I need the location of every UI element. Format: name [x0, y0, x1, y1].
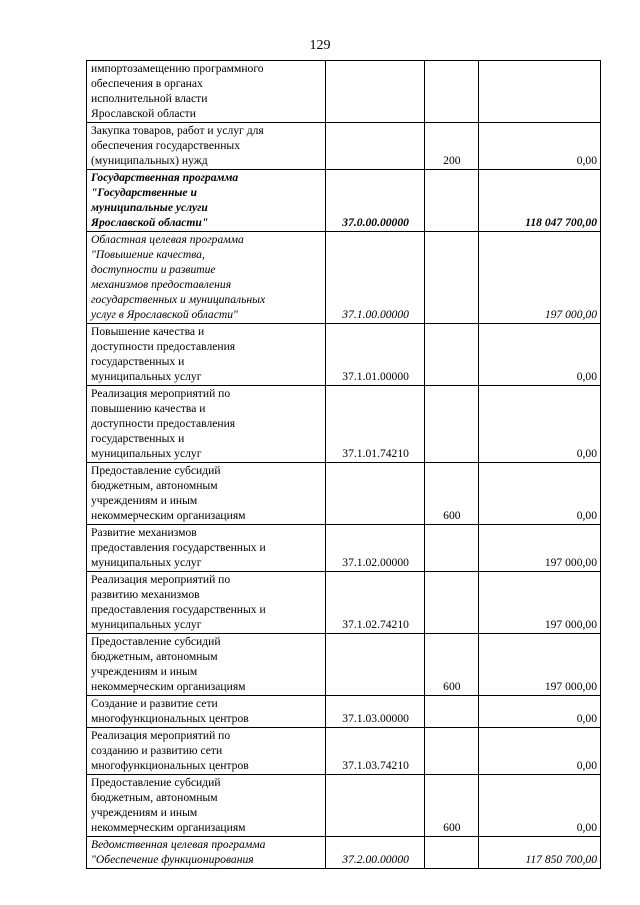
- row-expense-type-cell: 200: [424, 123, 478, 170]
- row-expense-type-cell: 600: [424, 463, 478, 525]
- row-amount-cell: 117 850 700,00: [478, 837, 600, 869]
- table-row: [87, 837, 601, 869]
- row-name-cell: Предоставление субсидий бюджетным, автономным учреждениям и иным некоммерческим организациям: [87, 775, 326, 837]
- row-code-cell: 37.1.03.74210: [326, 728, 424, 775]
- row-name-cell: Предоставление субсидий бюджетным, автономным учреждениям и иным некоммерческим организациям: [87, 634, 326, 696]
- table-row: [87, 634, 601, 696]
- table-row: [87, 386, 601, 463]
- row-code-cell: 37.2.00.00000: [326, 837, 424, 869]
- row-amount-cell: 0,00: [478, 775, 600, 837]
- row-name-cell: Повышение качества и доступности предоставления государственных и муниципальных услуг: [87, 324, 326, 386]
- row-expense-type-cell: 600: [424, 775, 478, 837]
- row-amount-cell: [478, 61, 600, 123]
- row-amount-cell: 0,00: [478, 386, 600, 463]
- row-code-cell: 37.1.02.00000: [326, 525, 424, 572]
- row-expense-type-cell: [424, 696, 478, 728]
- row-code-cell: 37.1.00.00000: [326, 232, 424, 324]
- row-expense-type-cell: [424, 324, 478, 386]
- row-code-cell: 37.0.00.00000: [326, 170, 424, 232]
- row-code-cell: 37.1.01.74210: [326, 386, 424, 463]
- row-name-cell: импортозамещению программного обеспечения в органах исполнительной власти Ярославской области: [87, 61, 326, 123]
- row-expense-type-cell: [424, 525, 478, 572]
- table-row: [87, 775, 601, 837]
- budget-table: [86, 60, 601, 869]
- row-amount-cell: 0,00: [478, 123, 600, 170]
- table-row: [87, 123, 601, 170]
- row-amount-cell: 0,00: [478, 696, 600, 728]
- row-code-cell: 37.1.02.74210: [326, 572, 424, 634]
- row-name-cell: Реализация мероприятий по повышению качества и доступности предоставления государственных и муниципальных услуг: [87, 386, 326, 463]
- row-name-cell: Предоставление субсидий бюджетным, автономным учреждениям и иным некоммерческим организациям: [87, 463, 326, 525]
- row-name-cell: Закупка товаров, работ и услуг для обеспечения государственных (муниципальных) нужд: [87, 123, 326, 170]
- row-amount-cell: 197 000,00: [478, 232, 600, 324]
- table-row: [87, 463, 601, 525]
- row-name-cell: Ведомственная целевая программа "Обеспечение функционирования: [87, 837, 326, 869]
- row-expense-type-cell: [424, 61, 478, 123]
- row-code-cell: 37.1.01.00000: [326, 324, 424, 386]
- row-name-cell: Областная целевая программа "Повышение качества, доступности и развитие механизмов предоставления государственных и муниципальных услуг в Ярославской области": [87, 232, 326, 324]
- table-row: [87, 572, 601, 634]
- table-row: [87, 696, 601, 728]
- row-name-cell: Государственная программа "Государственные и муниципальные услуги Ярославской области": [87, 170, 326, 232]
- row-amount-cell: 197 000,00: [478, 525, 600, 572]
- row-expense-type-cell: [424, 837, 478, 869]
- page-number: 129: [309, 38, 331, 53]
- row-amount-cell: 0,00: [478, 324, 600, 386]
- row-amount-cell: 197 000,00: [478, 572, 600, 634]
- row-amount-cell: 0,00: [478, 728, 600, 775]
- row-code-cell: [326, 61, 424, 123]
- row-expense-type-cell: [424, 386, 478, 463]
- table-row: [87, 170, 601, 232]
- row-amount-cell: 0,00: [478, 463, 600, 525]
- row-expense-type-cell: [424, 728, 478, 775]
- row-code-cell: [326, 634, 424, 696]
- row-code-cell: [326, 775, 424, 837]
- row-expense-type-cell: 600: [424, 634, 478, 696]
- budget-table-body: [87, 61, 601, 869]
- row-amount-cell: 197 000,00: [478, 634, 600, 696]
- row-name-cell: Создание и развитие сети многофункциональных центров: [87, 696, 326, 728]
- row-expense-type-cell: [424, 232, 478, 324]
- table-row: [87, 324, 601, 386]
- table-row: [87, 525, 601, 572]
- row-name-cell: Реализация мероприятий по созданию и развитию сети многофункциональных центров: [87, 728, 326, 775]
- row-name-cell: Реализация мероприятий по развитию механизмов предоставления государственных и муниципальных услуг: [87, 572, 326, 634]
- row-code-cell: [326, 123, 424, 170]
- row-expense-type-cell: [424, 572, 478, 634]
- row-code-cell: 37.1.03.00000: [326, 696, 424, 728]
- table-row: [87, 61, 601, 123]
- row-name-cell: Развитие механизмов предоставления государственных и муниципальных услуг: [87, 525, 326, 572]
- table-row: [87, 232, 601, 324]
- row-expense-type-cell: [424, 170, 478, 232]
- row-code-cell: [326, 463, 424, 525]
- row-amount-cell: 118 047 700,00: [478, 170, 600, 232]
- table-row: [87, 728, 601, 775]
